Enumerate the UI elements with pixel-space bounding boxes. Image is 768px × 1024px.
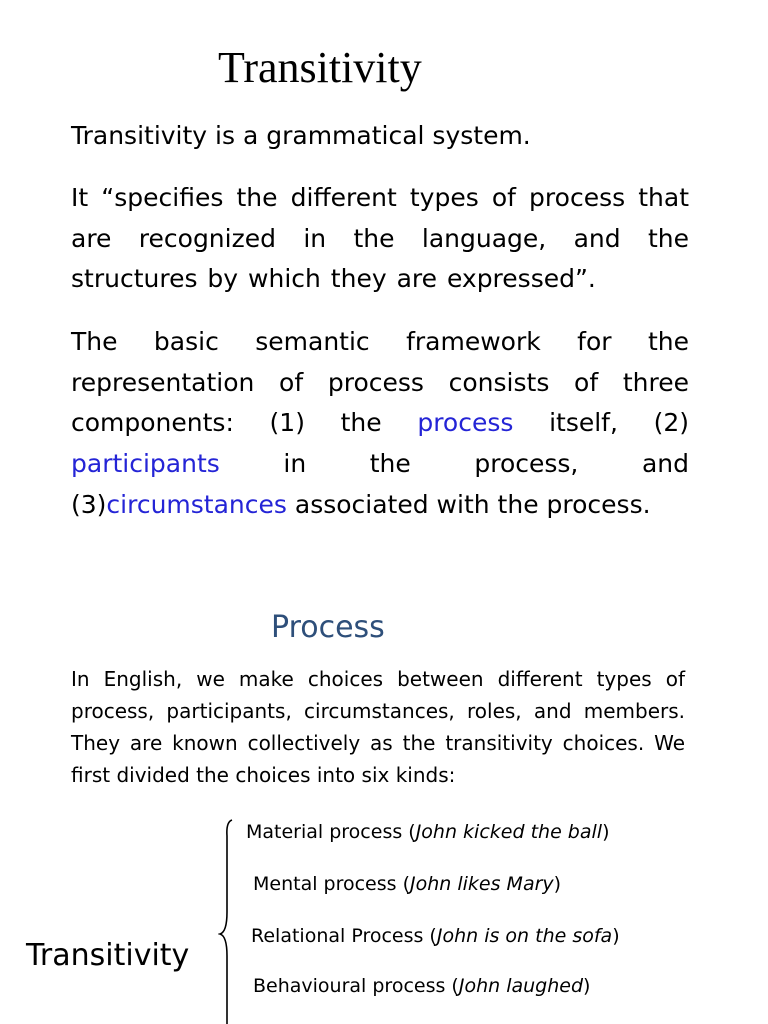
process-paragraph: In English, we make choices between different types of process, participants, circumstances, roles, and members. They are known collectively as the transitivity choices. We first divided the choices into six kinds: (71, 667, 685, 787)
framework-paragraph (71, 322, 689, 526)
kind-example: John is on the sofa (436, 925, 613, 947)
intro-paragraph: Transitivity is a grammatical system. (71, 121, 531, 150)
kind-relational (251, 921, 620, 951)
kind-behavioural (253, 971, 590, 1001)
page-title: Transitivity (218, 43, 422, 92)
kind-name: Relational Process ( (251, 925, 437, 947)
framework-text-2: itself, (2) (513, 408, 689, 438)
process-heading: Process (271, 610, 385, 645)
kind-close: ) (602, 821, 610, 843)
kind-name: Mental process ( (253, 873, 411, 895)
kind-material (246, 817, 609, 847)
curly-brace-icon (218, 816, 242, 1024)
term-circumstances: circumstances (106, 489, 287, 519)
transitivity-label: Transitivity (26, 938, 190, 973)
definition-paragraph: It “specifies the different types of process that are recognized in the language, and the structures by which they are expressed”. (71, 183, 689, 294)
kind-name: Behavioural process ( (253, 975, 459, 997)
framework-text-1: The basic semantic framework for the representation of process consists of three components: (1) the (71, 327, 689, 438)
kind-close: ) (583, 975, 591, 997)
framework-text-3: in the process, and (3) (71, 449, 689, 519)
kind-example: John likes Mary (410, 873, 554, 895)
term-participants: participants (71, 449, 220, 479)
kind-example: John laughed (458, 975, 584, 997)
kind-name: Material process ( (246, 821, 416, 843)
kind-example: John kicked the ball (415, 821, 603, 843)
term-process: process (417, 408, 514, 438)
framework-text-4: associated with the process. (286, 489, 651, 519)
kind-close: ) (553, 873, 562, 895)
kind-close: ) (612, 925, 620, 947)
kind-mental (253, 869, 561, 899)
